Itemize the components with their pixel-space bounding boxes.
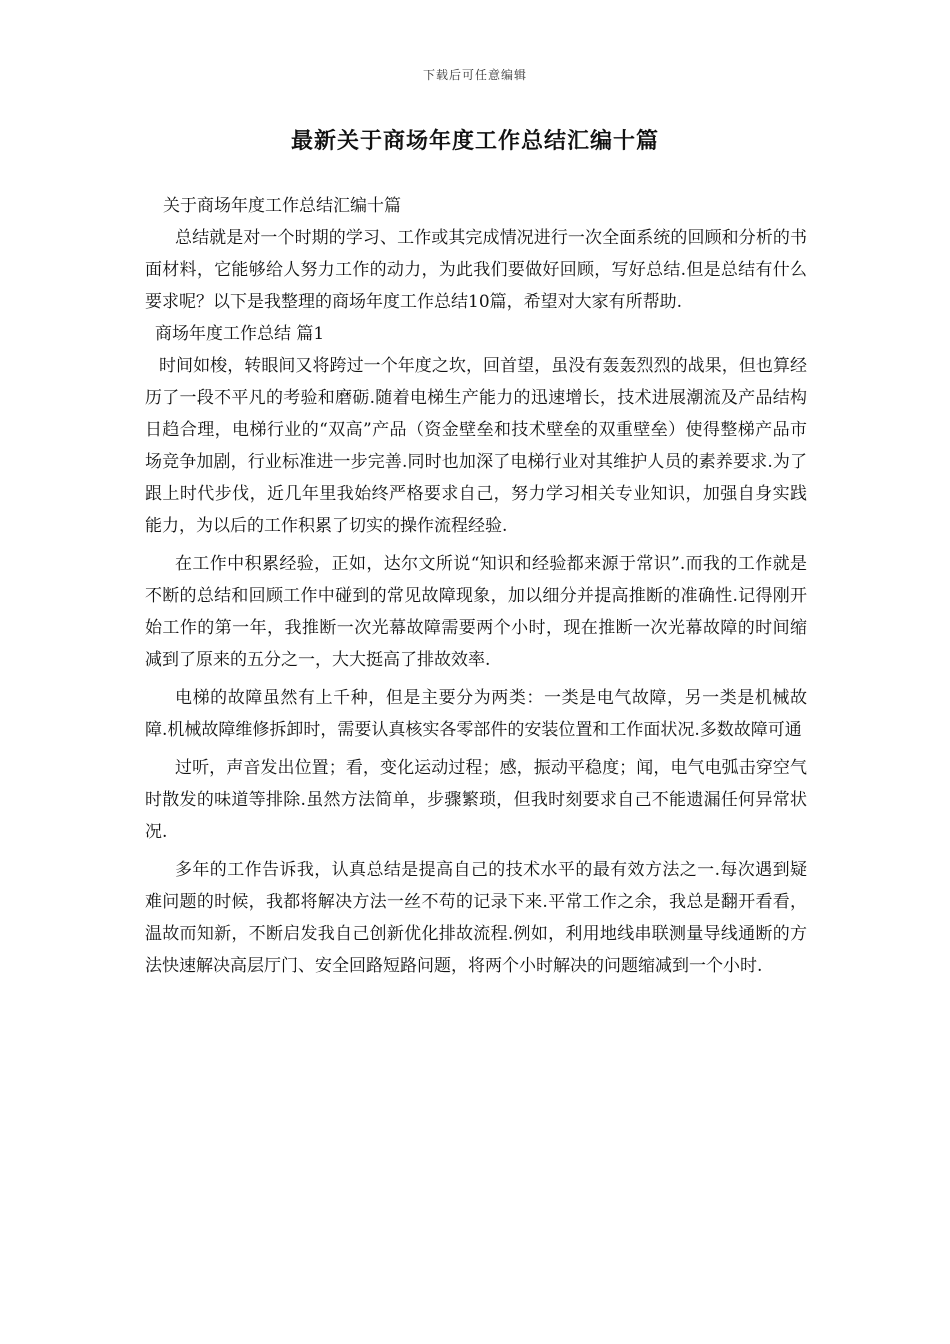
header-note: 下载后可任意编辑 xyxy=(422,68,527,82)
body-paragraph: 时间如梭，转眼间又将跨过一个年度之坎，回首望，虽没有轰轰烈烈的战果，但也算经历了一段不平凡的考验和磨砺.随着电梯生产能力的迅速增长，技术进展潮流及产品结构日趋合理，电梯行业的“双高”产品（资金壁垒和技术壁垒的双重壁垒）使得整梯产品市场竞争加剧，行业标准进一步完善.同时也加深了电梯行业对其维护人员的素养要求.为了跟上时代步伐，近几年里我始终严格要求自己，努力学习相关专业知识，加强自身实践能力，为以后的工作积累了切实的操作流程经验. xyxy=(145,356,807,536)
body-paragraph: 电梯的故障虽然有上千种，但是主要分为两类：一类是电气故障，另一类是机械故障.机械故障维修拆卸时，需要认真核实各零部件的安装位置和工作面状况.多数故障可通 xyxy=(145,688,807,740)
subtitle: 关于商场年度工作总结汇编十篇 xyxy=(163,196,401,216)
body-paragraph: 在工作中积累经验，正如，达尔文所说“知识和经验都来源于常识”.而我的工作就是不断的总结和回顾工作中碰到的常见故障现象，加以细分并提高推断的准确性.记得刚开始工作的第一年，我推断一次光幕故障需要两个小时，现在推断一次光幕故障的时间缩减到了原来的五分之一，大大挺高了排故效率. xyxy=(145,554,807,670)
body-paragraph: 多年的工作告诉我，认真总结是提高自己的技术水平的最有效方法之一.每次遇到疑难问题的时候，我都将解决方法一丝不苟的记录下来.平常工作之余，我总是翻开看看，温故而知新，不断启发我自己创新优化排故流程.例如，利用地线串联测量导线通断的方法快速解决高层厅门、安全回路短路问题，将两个小时解决的问题缩减到一个小时. xyxy=(145,860,807,976)
intro-paragraph: 总结就是对一个时期的学习、工作或其完成情况进行一次全面系统的回顾和分析的书面材料，它能够给人努力工作的动力，为此我们要做好回顾，写好总结.但是总结有什么要求呢？以下是我整理的商场年度工作总结10篇，希望对大家有所帮助. xyxy=(145,228,807,312)
body-paragraph: 过听，声音发出位置；看，变化运动过程；感，振动平稳度；闻，电气电弧击穿空气时散发的味道等排除.虽然方法简单，步骤繁琐，但我时刻要求自己不能遗漏任何异常状况. xyxy=(145,758,807,842)
document-title: 最新关于商场年度工作总结汇编十篇 xyxy=(290,128,659,154)
document-body xyxy=(145,190,807,982)
section-heading: 商场年度工作总结 篇1 xyxy=(155,324,325,344)
